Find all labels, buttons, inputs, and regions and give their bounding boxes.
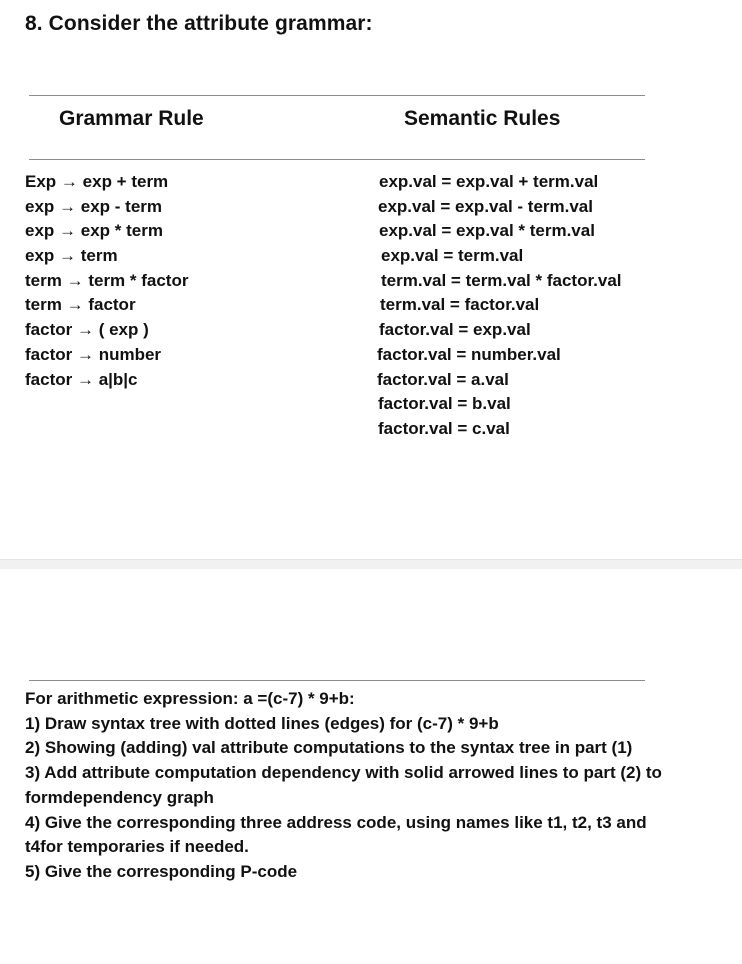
rule-lhs: factor [25,344,73,364]
grammar-rules-list [25,170,188,392]
semantic-rule: term.val = factor.val [380,295,540,315]
grammar-rule [25,170,188,195]
semantic-rules-header: Semantic Rules [404,107,561,130]
rule-lhs: exp [25,196,55,216]
right-arrow-icon: → [59,246,77,266]
rule-lhs: exp [25,246,55,266]
grammar-rule [25,368,188,393]
questions-top-rule [29,680,645,681]
table-top-rule [29,95,645,96]
rule-rhs: factor [88,295,136,315]
semantic-rule: exp.val = exp.val + term.val [379,172,599,191]
rule-rhs: exp * term [80,221,163,241]
right-arrow-icon: → [76,369,94,389]
rule-lhs: term [25,270,62,290]
question-item: 3) Add attribute computation dependency with solid arrowed lines to part (2) to formdependency graph [25,763,662,807]
rule-rhs: number [98,344,162,364]
right-arrow-icon: → [76,320,94,340]
right-arrow-icon: → [59,196,77,216]
semantic-rule: factor.val = number.val [377,344,561,364]
rule-lhs: term [25,295,62,315]
rule-lhs: exp [25,221,55,241]
semantic-rule: exp.val = term.val [381,246,524,266]
question-intro: For arithmetic expression: a =(c-7) * 9+b: [25,689,355,708]
rule-rhs: ( exp ) [98,320,149,340]
rule-lhs: Exp [25,172,57,191]
table-header-rule [29,159,645,160]
semantic-rule: exp.val = exp.val * term.val [379,221,595,241]
grammar-rule-header: Grammar Rule [59,107,204,130]
semantic-rules-list [377,170,622,442]
rule-lhs: factor [25,320,73,340]
rule-rhs: term * factor [88,270,189,290]
grammar-rule [25,269,188,294]
right-arrow-icon: → [66,270,84,290]
rule-rhs: term [80,246,118,266]
grammar-rule [25,195,188,220]
grammar-rule [25,219,188,244]
semantic-rule: factor.val = b.val [378,394,511,414]
semantic-rule: term.val = term.val * factor.val [381,270,622,290]
right-arrow-icon: → [76,344,94,364]
rule-lhs: factor [25,369,73,389]
semantic-rule: factor.val = a.val [377,369,509,389]
grammar-rule [25,244,188,269]
page-title: 8. Consider the attribute grammar: [25,12,373,35]
page-separator [0,559,742,569]
rule-rhs: exp - term [80,196,163,216]
questions-list [25,687,665,885]
right-arrow-icon: → [60,172,78,191]
question-item: 2) Showing (adding) val attribute computations to the syntax tree in part (1) [25,738,633,758]
grammar-rule [25,318,188,343]
question-item: 4) Give the corresponding three address code, using names like t1, t2, t3 and t4for temporaries if needed. [25,812,647,857]
question-item: 5) Give the corresponding P-code [25,861,298,881]
grammar-rule [25,293,188,318]
rule-rhs: exp + term [82,172,169,191]
right-arrow-icon: → [66,295,84,315]
semantic-rule: factor.val = c.val [378,418,510,438]
grammar-rule [25,343,188,368]
question-item: 1) Draw syntax tree with dotted lines (edges) for (c-7) * 9+b [25,713,499,733]
semantic-rule: factor.val = exp.val [379,320,531,340]
semantic-rule: exp.val = exp.val - term.val [378,196,593,216]
right-arrow-icon: → [59,221,77,241]
rule-rhs: a|b|c [98,369,138,389]
